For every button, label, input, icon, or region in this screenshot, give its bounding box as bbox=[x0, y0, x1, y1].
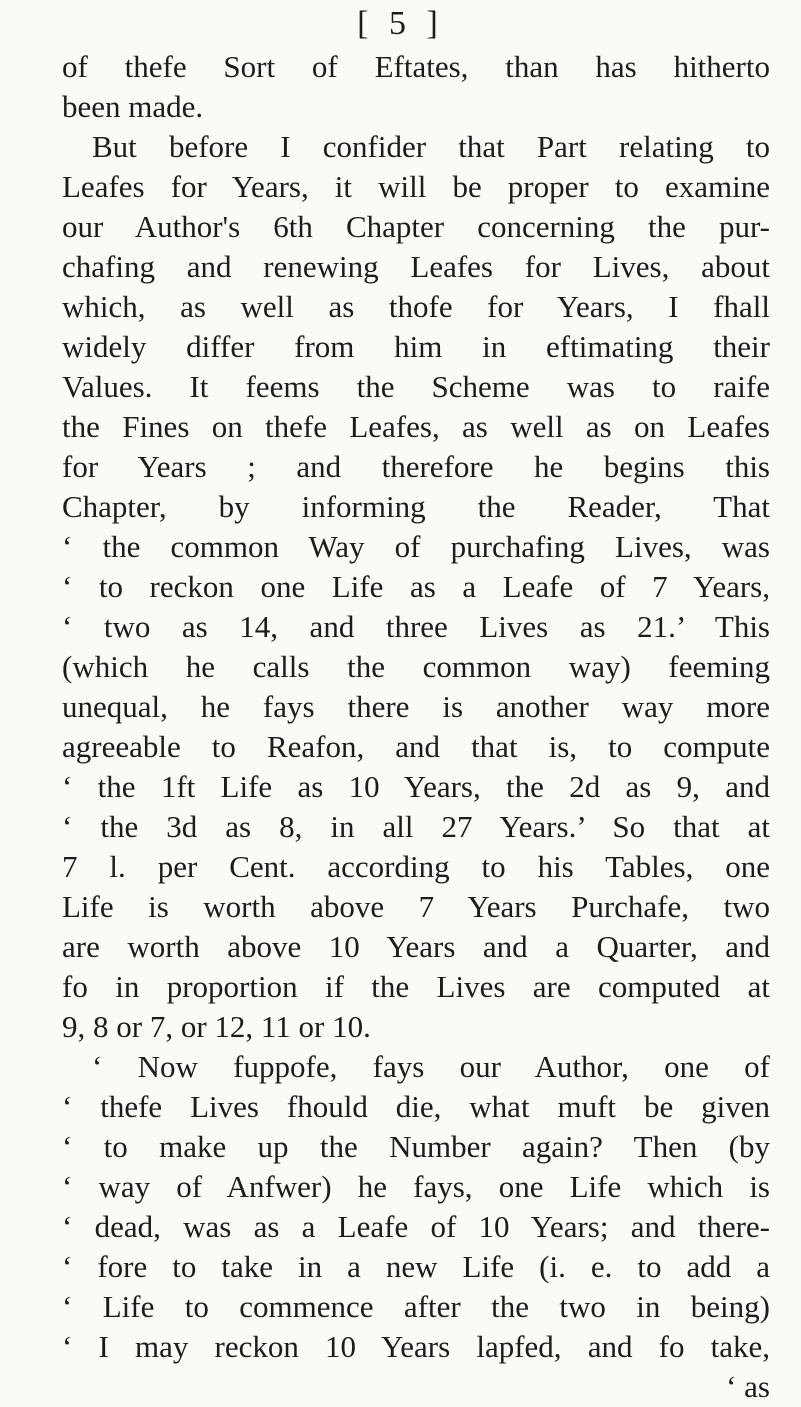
text-line: But before I confider that Part relating to bbox=[92, 129, 770, 164]
text-line: which, as well as thofe for Years, I fhall bbox=[62, 289, 770, 324]
text-line: ‘ the 3d as 8, in all 27 Years.’ So that at bbox=[62, 809, 770, 844]
text-line: 9, 8 or 7, or 12, 11 or 10. bbox=[62, 1009, 371, 1044]
text-line: ‘ way of Anfwer) he fays, one Life which is bbox=[62, 1169, 770, 1204]
text-line: chafing and renewing Leafes for Lives, about bbox=[62, 249, 770, 284]
text-line: ‘ two as 14, and three Lives as 21.’ This bbox=[62, 609, 770, 644]
text-line: ‘ thefe Lives fhould die, what muft be given bbox=[62, 1089, 770, 1124]
text-line: ‘ dead, was as a Leafe of 10 Years; and there- bbox=[62, 1209, 770, 1244]
text-line: 7 l. per Cent. according to his Tables, one bbox=[62, 849, 770, 884]
text-line: been made. bbox=[62, 89, 204, 124]
catchword: ‘ as bbox=[726, 1369, 770, 1404]
text-line: the Fines on thefe Leafes, as well as on Leafes bbox=[62, 409, 770, 444]
text-line: ‘ Life to commence after the two in being) bbox=[62, 1289, 770, 1324]
text-line: ‘ fore to take in a new Life (i. e. to add a bbox=[62, 1249, 770, 1284]
page-number: [ 5 ] bbox=[357, 5, 444, 42]
body-text bbox=[62, 47, 770, 1407]
text-line: are worth above 10 Years and a Quarter, and bbox=[62, 929, 770, 964]
text-line: for Years ; and therefore he begins this bbox=[62, 449, 770, 484]
text-line: our Author's 6th Chapter concerning the pur- bbox=[62, 209, 770, 244]
text-line: of thefe Sort of Eftates, than has hitherto bbox=[62, 49, 770, 84]
text-line: agreeable to Reafon, and that is, to compute bbox=[62, 729, 770, 764]
text-line: Values. It feems the Scheme was to raife bbox=[62, 369, 770, 404]
text-line: ‘ Now fuppofe, fays our Author, one of bbox=[92, 1049, 770, 1084]
text-line: ‘ to reckon one Life as a Leafe of 7 Years, bbox=[62, 569, 770, 604]
text-line: Chapter, by informing the Reader, That bbox=[62, 489, 770, 524]
text-line: Leafes for Years, it will be proper to examine bbox=[62, 169, 770, 204]
text-line: fo in proportion if the Lives are computed at bbox=[62, 969, 770, 1004]
text-line: (which he calls the common way) feeming bbox=[62, 649, 770, 684]
text-line: ‘ the 1ft Life as 10 Years, the 2d as 9, and bbox=[62, 769, 770, 804]
text-line: ‘ I may reckon 10 Years lapfed, and fo take, bbox=[62, 1329, 770, 1364]
text-line: ‘ to make up the Number again? Then (by bbox=[62, 1129, 770, 1164]
text-line: widely differ from him in eftimating their bbox=[62, 329, 770, 364]
text-line: unequal, he fays there is another way more bbox=[62, 689, 770, 724]
text-line: ‘ the common Way of purchafing Lives, was bbox=[62, 529, 770, 564]
text-line: Life is worth above 7 Years Purchafe, two bbox=[62, 889, 770, 924]
